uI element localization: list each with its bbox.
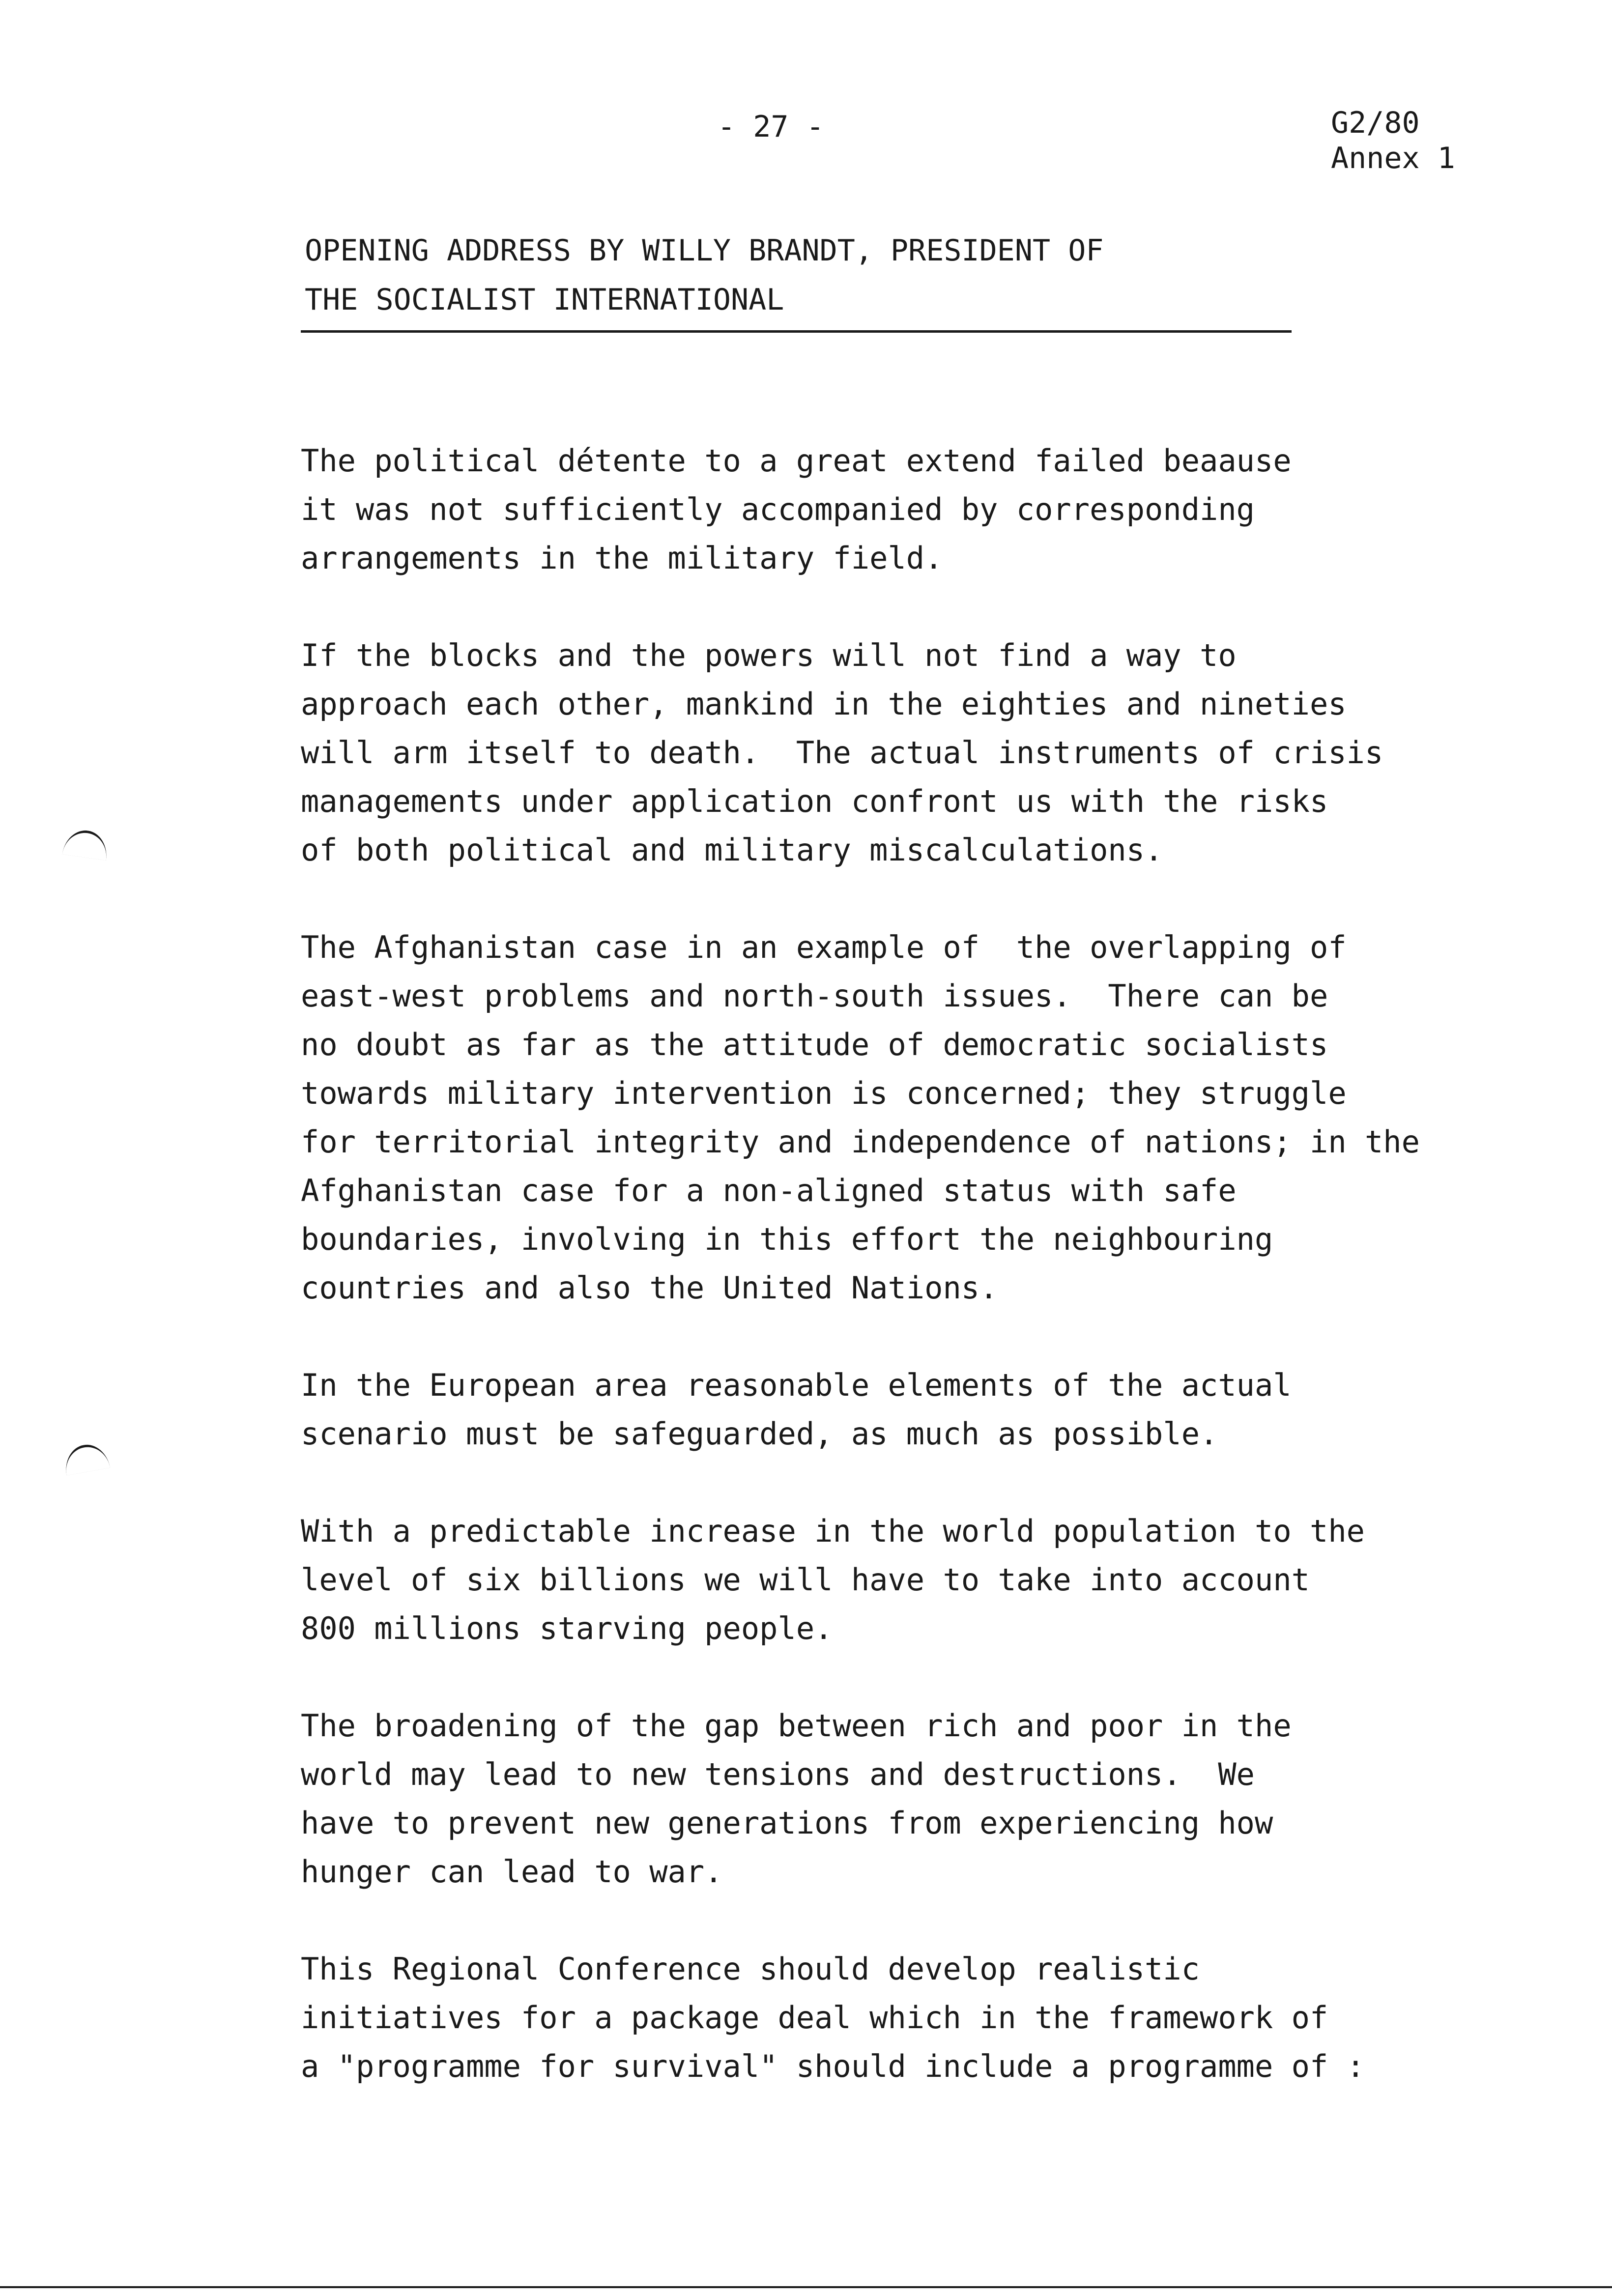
text-line: of both political and military miscalculations. — [301, 832, 1163, 868]
text-line: This Regional Conference should develop realistic — [301, 1951, 1200, 1987]
paragraph — [301, 1945, 1559, 2091]
text-line: managements under application confront us with the risks — [301, 783, 1328, 819]
text-line: initiatives for a package deal which in the framework of — [301, 2000, 1328, 2036]
punch-hole-mark — [62, 828, 110, 861]
text-line: scenario must be safeguarded, as much as possible. — [301, 1416, 1218, 1452]
reference-code: G2/80 — [1331, 106, 1420, 140]
document-heading — [305, 226, 1104, 324]
paragraph — [301, 631, 1559, 874]
text-line: If the blocks and the powers will not find a way to — [301, 637, 1237, 673]
document-reference — [1331, 105, 1455, 176]
text-line: hunger can lead to war. — [301, 1854, 723, 1890]
text-line: it was not sufficiently accompanied by corresponding — [301, 491, 1255, 527]
text-line: 800 millions starving people. — [301, 1610, 833, 1646]
text-line: Afghanistan case for a non-aligned status with safe — [301, 1173, 1237, 1208]
punch-hole-mark — [62, 1441, 110, 1476]
text-line: for territorial integrity and independence of nations; in the — [301, 1124, 1420, 1160]
page-number: - 27 - — [718, 110, 824, 144]
text-line: no doubt as far as the attitude of democratic socialists — [301, 1027, 1328, 1062]
heading-line: THE SOCIALIST INTERNATIONAL — [305, 283, 784, 317]
text-line: With a predictable increase in the world population to the — [301, 1513, 1365, 1549]
text-line: In the European area reasonable elements of the actual — [301, 1367, 1292, 1403]
text-line: The broadening of the gap between rich and poor in the — [301, 1708, 1292, 1744]
text-line: towards military intervention is concerned; they struggle — [301, 1075, 1347, 1111]
paragraph — [301, 1361, 1559, 1458]
reference-annex: Annex 1 — [1331, 141, 1455, 175]
text-line: arrangements in the military field. — [301, 540, 943, 576]
text-line: The political détente to a great extend failed beaause — [301, 443, 1292, 479]
text-line: have to prevent new generations from experiencing how — [301, 1805, 1273, 1841]
heading-underline — [301, 330, 1292, 333]
page-bottom-edge — [0, 2286, 1612, 2288]
body-text — [301, 436, 1559, 2139]
text-line: countries and also the United Nations. — [301, 1270, 998, 1306]
text-line: boundaries, involving in this effort the neighbouring — [301, 1221, 1273, 1257]
text-line: approach each other, mankind in the eighties and nineties — [301, 686, 1347, 722]
text-line: The Afghanistan case in an example of the overlapping of — [301, 929, 1347, 965]
text-line: world may lead to new tensions and destructions. We — [301, 1756, 1255, 1792]
text-line: level of six billions we will have to take into account — [301, 1562, 1310, 1598]
text-line: will arm itself to death. The actual instruments of crisis — [301, 735, 1383, 771]
paragraph — [301, 1701, 1559, 1896]
heading-line: OPENING ADDRESS BY WILLY BRANDT, PRESIDENT OF — [305, 233, 1104, 268]
paragraph — [301, 1507, 1559, 1653]
text-line: a "programme for survival" should include a programme of : — [301, 2048, 1365, 2084]
paragraph — [301, 436, 1559, 582]
paragraph — [301, 923, 1559, 1312]
text-line: east-west problems and north-south issues. There can be — [301, 978, 1328, 1014]
